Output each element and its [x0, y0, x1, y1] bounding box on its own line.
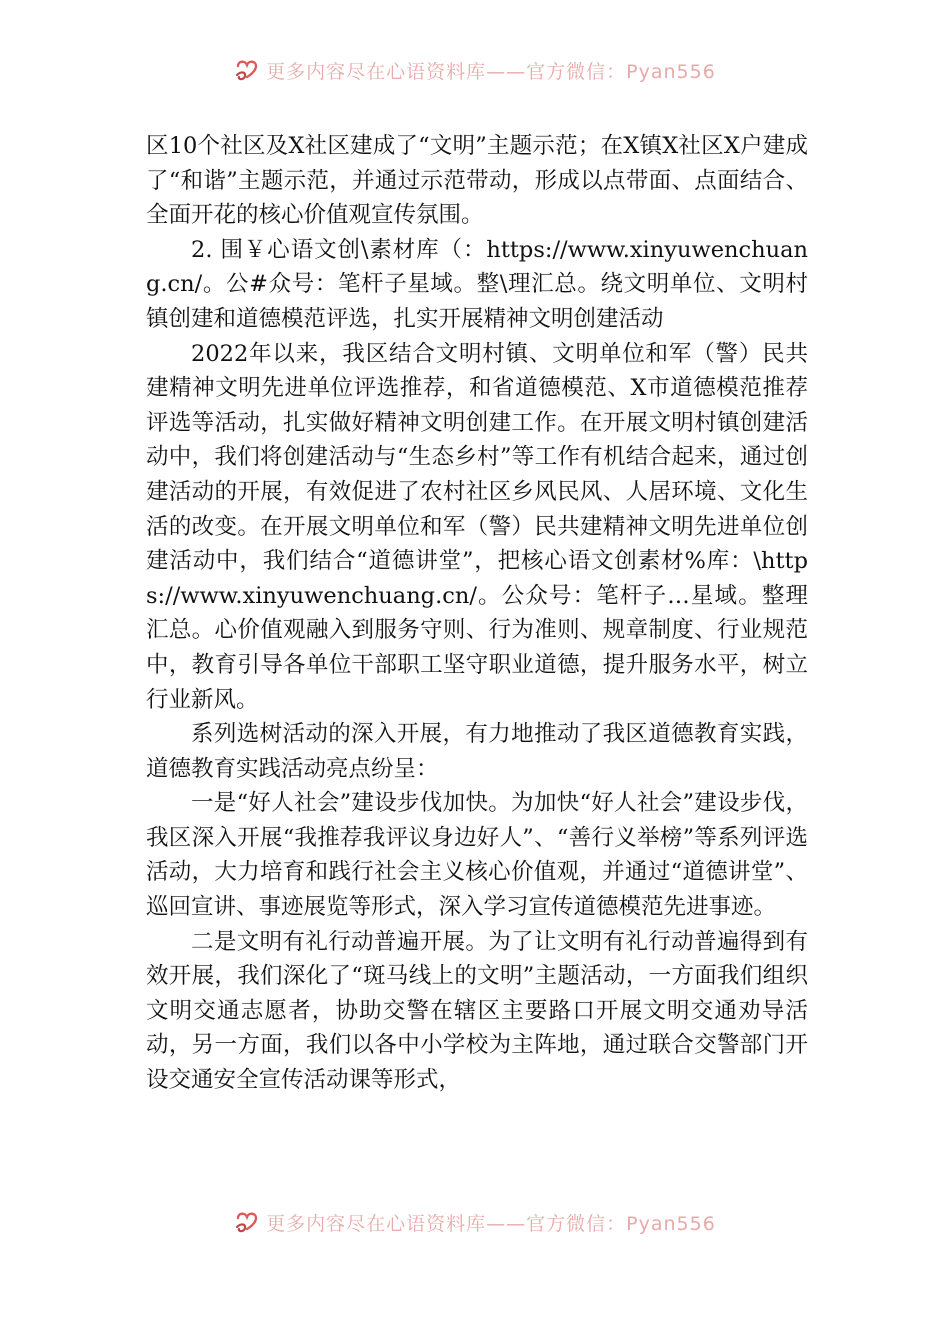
paragraph-section-2-heading: 2. 围￥心语文创\素材库（：https://www.xinyuwenchuang.cn/。公#众号：笔杆子星域。整\理汇总。绕文明单位、文明村镇创建和道德模范评选，扎实开展精神文明创建活动 — [146, 236, 808, 332]
heart-swirl-logo-icon — [234, 57, 260, 83]
paragraph-good-people-society: 一是“好人社会”建设步伐加快。为加快“好人社会”建设步伐，我区深入开展“我推荐我评议身边好人”、“善行义举榜”等系列评选活动，大力培育和践行社会主义核心价值观，并通过“道德讲堂”、巡回宣讲、事迹展览等形式，深入学习宣传道德模范先进事迹。 — [146, 790, 808, 921]
paragraph-series-activities: 系列选树活动的深入开展，有力地推动了我区道德教育实践，道德教育实践活动亮点纷呈： — [146, 721, 808, 782]
paragraph-civility-action: 二是文明有礼行动普遍开展。为了让文明有礼行动普遍得到有效开展，我们深化了“斑马线上的文明”主题活动，一方面我们组织文明交通志愿者，协助交警在辖区主要路口开展文明交通劝导活动，另一方面，我们以各中小学校为主阵地，通过联合交警部门开设交通安全宣传活动课等形式， — [146, 928, 808, 1094]
watermark-text: 更多内容尽在心语资料库——官方微信：Pyan556 — [266, 60, 716, 83]
watermark-footer — [0, 1204, 950, 1240]
paragraph-2022-activities: 2022年以来，我区结合文明村镇、文明单位和军（警）民共建精神文明先进单位评选推荐，和省道德模范、X市道德模范推荐评选等活动，扎实做好精神文明创建工作。在开展文明村镇创建活动中，我们将创建活动与“生态乡村”等工作有机结合起来，通过创建活动的开展，有效促进了农村社区乡风民风、人居环境、文化生活的改变。在开展文明单位和军（警）民共建精神文明先进单位创建活动中，我们结合“道德讲堂”，把核心语文创素材%库：\https://www.xinyuwenchuang.cn/。公众号：笔杆子…星域。整理汇总。心价值观融入到服务守则、行为准则、规章制度、行业规范中，教育引导各单位干部职工坚守职业道德，提升服务水平，树立行业新风。 — [146, 340, 808, 713]
heart-swirl-logo-icon — [234, 1209, 260, 1235]
document-body — [146, 129, 808, 1098]
paragraph-continued: 区10个社区及X社区建成了“文明”主题示范；在X镇X社区X户建成了“和谐”主题示范，并通过示范带动，形成以点带面、点面结合、全面开花的核心价值观宣传氛围。 — [146, 133, 808, 229]
watermark-header — [0, 52, 950, 88]
watermark-text: 更多内容尽在心语资料库——官方微信：Pyan556 — [266, 1212, 716, 1235]
